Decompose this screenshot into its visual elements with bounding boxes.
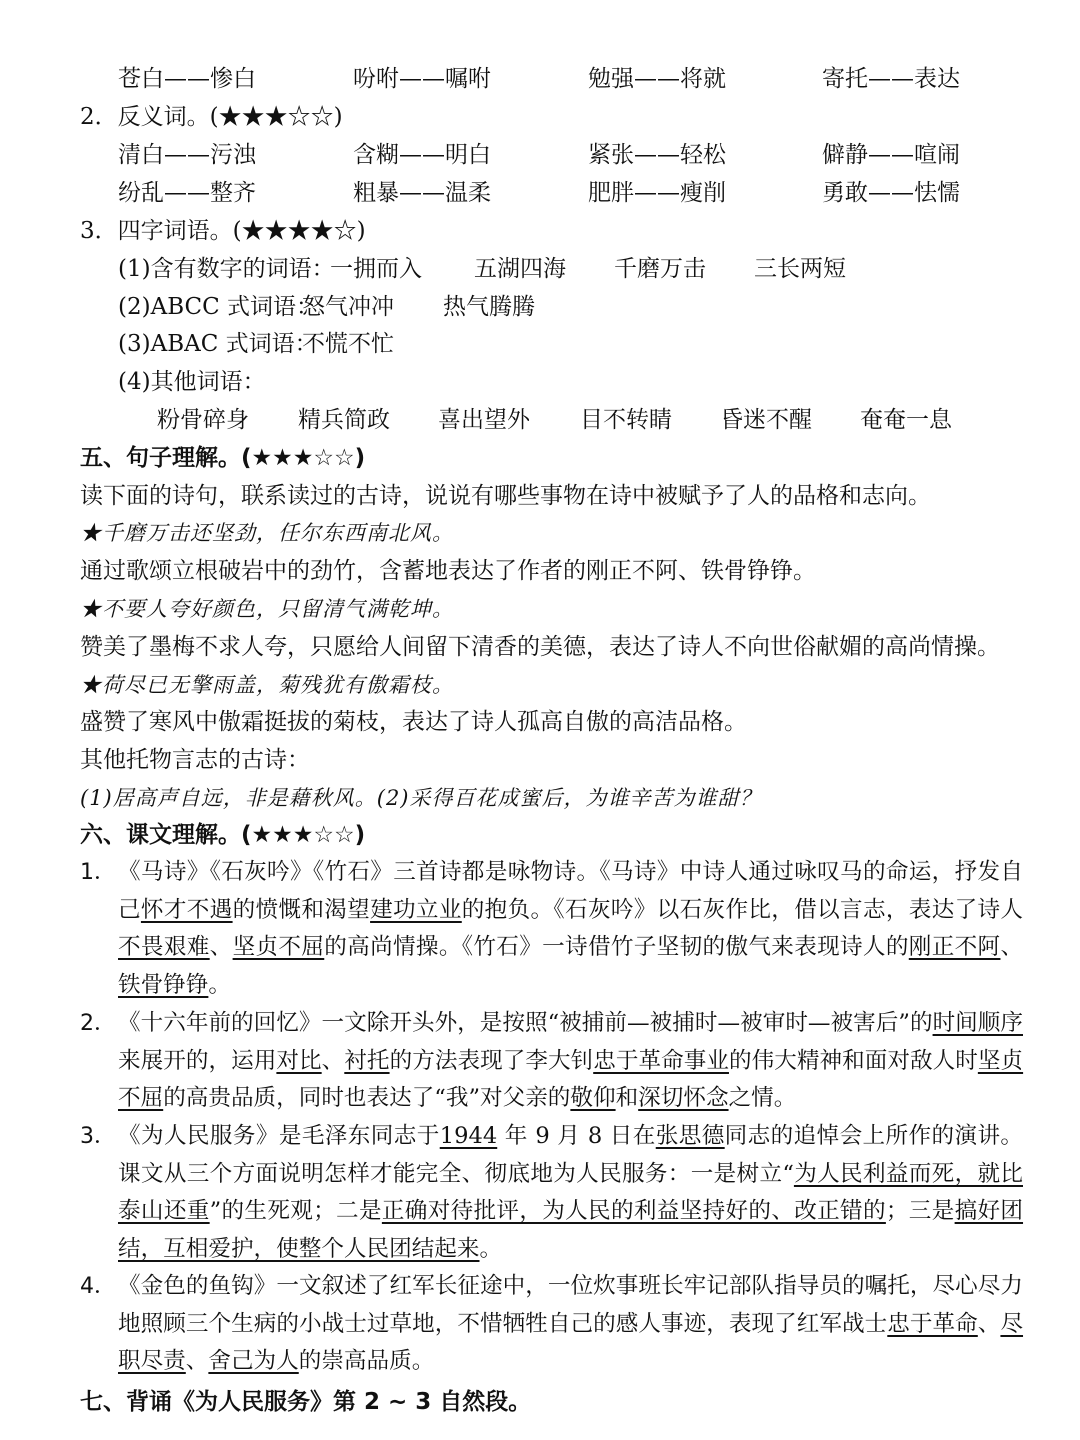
underlined-phrase: 铁骨铮铮	[118, 971, 209, 998]
text-run: 、	[977, 1310, 1001, 1337]
idiom: 五湖四海	[474, 256, 566, 282]
other-words-row	[0, 401, 1080, 439]
text-paragraph	[118, 1118, 1023, 1268]
item-number: 3．	[80, 1124, 116, 1149]
text-run: 、	[321, 1047, 345, 1074]
text-run: 。	[208, 971, 231, 998]
text-run: 《金色的鱼钩》一文叙述了红军长征途中，一位炊事班长牢记部队指导员的嘱托，尽心尽力地照顾三个生病的小战士过草地，不惜牺牲自己的感人事迹，表现了红军战士	[118, 1273, 1023, 1337]
item-number: 1．	[80, 860, 116, 885]
word-pair: 勉强——将就	[588, 66, 726, 92]
line-label: (4)其他词语：	[118, 369, 266, 395]
underlined-phrase: 怀才不遇	[140, 896, 233, 923]
abcc-words-line	[0, 288, 1080, 326]
underlined-phrase: 张思德	[655, 1123, 725, 1149]
underlined-phrase: 尽职尽责	[118, 1310, 1024, 1374]
section-6-heading: 六、课文理解。(★★★☆☆)	[80, 822, 366, 848]
poem-answer-2: 赞美了墨梅不求人夸，只愿给人间留下清香的美德，表达了诗人不向世俗献媚的高尚情操。	[80, 634, 1000, 660]
text-run: 同志的追悼会上所作的演讲。课文从三个方面说明怎样才能完全、彻底地为人民服务：一是树立“	[118, 1123, 1024, 1187]
underlined-phrase: 时间顺序	[932, 1010, 1023, 1036]
number-words-line	[0, 250, 1080, 288]
word-pair: 僻静——喧闹	[822, 142, 960, 168]
underlined-phrase: 敬仰	[570, 1085, 616, 1111]
section-5-heading: 五、句子理解。(★★★☆☆)	[80, 445, 366, 471]
poem-line-1: ★千磨万击还坚劲，任尔东西南北风。	[80, 521, 454, 545]
text-run: 和	[615, 1085, 639, 1111]
section-5-prompt: 读下面的诗句，联系读过的古诗，说说有哪些事物在诗中被赋予了人的品格和志向。	[80, 483, 931, 509]
idiom: 一拥而入	[330, 256, 422, 282]
text-paragraph	[118, 1005, 1023, 1118]
text-run: 的抱负。《石灰吟》以石灰作比，借以言志，表达了诗人	[461, 896, 1024, 923]
text-run: 之情。	[728, 1085, 797, 1111]
section-7-heading: 七、背诵《为人民服务》第 2 ~ 3 自然段。	[80, 1389, 532, 1415]
word-pair: 紧张——轻松	[588, 142, 726, 168]
text-run: 的崇高品质。	[298, 1348, 435, 1374]
idiom: 奄奄一息	[860, 407, 952, 433]
word-pair: 清白——污浊	[118, 142, 256, 168]
word-pair: 吩咐——嘱咐	[353, 66, 491, 92]
other-words-line	[0, 363, 1080, 401]
text-run: 年 9 月 8 日在	[497, 1123, 656, 1149]
text-run: 、	[209, 934, 233, 960]
text-run: 《十六年前的回忆》一文除开头外，是按照“被捕前—被捕时—被审时—被害后”的	[118, 1010, 933, 1036]
idiom: 不慌不忙	[302, 331, 394, 357]
poem-answer-3: 盛赞了寒风中傲霜挺拔的菊枝，表达了诗人孤高自傲的高洁品格。	[80, 709, 747, 735]
text-run: 的伟大精神和面对敌人时	[728, 1047, 978, 1074]
item-number: 2．	[80, 1011, 116, 1036]
underlined-phrase: 舍己为人	[208, 1348, 299, 1374]
idiom: 热气腾腾	[443, 294, 535, 320]
text-run: 《为人民服务》是毛泽东同志于	[118, 1123, 440, 1149]
underlined-phrase: 1944	[439, 1123, 498, 1149]
underlined-phrase: 忠于革命事业	[593, 1047, 729, 1074]
other-poems-list: (1)居高声自远，非是藉秋风。(2)采得百花成蜜后，为谁辛苦为谁甜？	[80, 786, 762, 810]
text-run: 的高尚情操。《竹石》一诗借竹子坚韧的傲气来表现诗人的	[324, 934, 909, 960]
underlined-phrase: 衬托	[344, 1047, 390, 1074]
word-pair: 勇敢——怯懦	[822, 180, 960, 206]
synonym-row	[0, 60, 1080, 98]
text-run: ”的生死观；二是	[209, 1198, 382, 1224]
antonym-row-2	[0, 174, 1080, 212]
line-label: (2)ABCC 式词语：	[118, 294, 320, 320]
line-label: (3)ABAC 式词语：	[118, 331, 318, 357]
word-pair: 苍白——惨白	[118, 66, 256, 92]
text-run: 、	[185, 1348, 209, 1374]
idiom: 三长两短	[754, 256, 846, 282]
poem-line-2: ★不要人夸好颜色，只留清气满乾坤。	[80, 597, 454, 621]
abac-words-line	[0, 325, 1080, 363]
underlined-phrase: 坚贞不屈	[118, 1047, 1024, 1111]
word-pair: 寄托——表达	[822, 66, 960, 92]
idiom: 精兵简政	[298, 407, 390, 433]
underlined-phrase: 正确对待批评，为人民的利益坚持好的、改正错的	[381, 1198, 886, 1224]
idiom: 喜出望外	[438, 407, 530, 433]
text-paragraph	[118, 854, 1023, 1004]
text-run: 来展开的，运用	[118, 1047, 277, 1074]
text-run: 的愤慨和渴望	[232, 896, 371, 923]
other-poems-label: 其他托物言志的古诗：	[80, 747, 310, 773]
word-pair: 含糊——明白	[353, 142, 491, 168]
underlined-phrase: 搞好团结，互相爱护，使整个人民团结起来	[118, 1198, 1024, 1262]
poem-line-3: ★荷尽已无擎雨盖，菊残犹有傲霜枝。	[80, 673, 454, 697]
line-label: (1)含有数字的词语：	[118, 256, 335, 282]
text-run: 、	[1000, 934, 1024, 960]
idiom: 目不转睛	[580, 407, 672, 433]
underlined-phrase: 坚贞不屈	[232, 934, 325, 960]
text-run: ；三是	[885, 1198, 955, 1224]
text-run: 《马诗》《石灰吟》《竹石》三首诗都是咏物诗。《马诗》中诗人通过咏叹马的命运，抒发自己	[118, 859, 1023, 923]
text-paragraph	[118, 1268, 1023, 1381]
underlined-phrase: 刚正不阿	[908, 934, 1001, 960]
item-number: 4．	[80, 1274, 116, 1299]
poem-answer-1: 通过歌颂立根破岩中的劲竹，含蓄地表达了作者的刚正不阿、铁骨铮铮。	[80, 558, 816, 584]
underlined-phrase: 忠于革命	[887, 1310, 978, 1337]
word-pair: 肥胖——瘦削	[588, 180, 726, 206]
idiom: 怒气冲冲	[302, 294, 394, 320]
antonym-heading: 2．反义词。(★★★☆☆)	[80, 104, 343, 130]
antonym-row-1	[0, 136, 1080, 174]
text-run: 的高贵品质，同时也表达了“我”对父亲的	[163, 1085, 571, 1111]
idiom: 千磨万击	[614, 256, 706, 282]
text-run: 。	[479, 1235, 503, 1262]
underlined-phrase: 不畏艰难	[118, 934, 210, 960]
underlined-phrase: 对比	[276, 1047, 322, 1074]
four-char-heading: 3．四字词语。(★★★★☆)	[80, 218, 366, 244]
underlined-phrase: 建功立业	[370, 896, 462, 923]
idiom: 昏迷不醒	[720, 407, 812, 433]
underlined-phrase: 深切怀念	[638, 1085, 729, 1111]
underlined-phrase: 为人民利益而死，就比泰山还重	[118, 1160, 1023, 1224]
idiom: 粉骨碎身	[157, 407, 249, 433]
word-pair: 粗暴——温柔	[353, 180, 491, 206]
text-run: 的方法表现了李大钊	[389, 1047, 594, 1074]
word-pair: 纷乱——整齐	[118, 180, 256, 206]
